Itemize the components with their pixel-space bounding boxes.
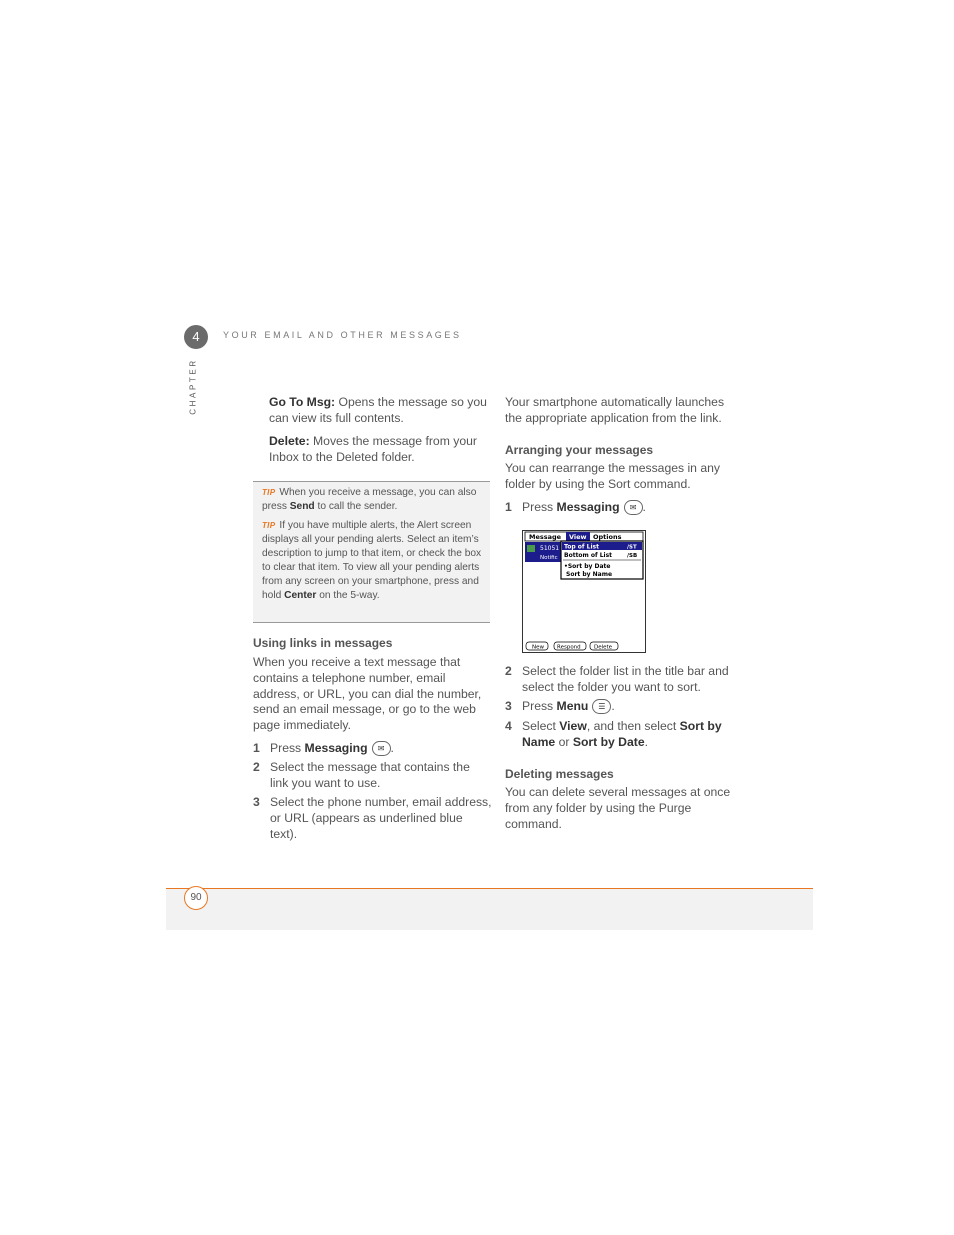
links-step-2: 2 Select the message that contains the link you want to use. (253, 760, 470, 790)
links-heading: Using links in messages (253, 636, 393, 650)
links-intro-paragraph: Your smartphone automatically launches the appropriate application from the link. (505, 395, 725, 425)
chapter-number-badge: 4 (184, 325, 208, 349)
row-number: 51051 (540, 545, 560, 552)
goto-msg-label: Go To Msg: (269, 395, 336, 409)
tip-2: TIP If you have multiple alerts, the Alert screen displays all your pending alerts. Select an item’s description to jump to that item, or check the box to clear that item. To view all your pending alerts from any screen on your smartphone, press and hold Center on the 5-way. (262, 520, 482, 601)
delete-label: Delete: (269, 434, 310, 448)
arranging-heading: Arranging your messages (505, 443, 654, 457)
messaging-key-icon: ✉ (624, 500, 643, 515)
chapter-vertical-label: CHAPTER (188, 358, 198, 415)
device-screenshot (522, 530, 646, 653)
messaging-key-icon: ✉ (372, 741, 391, 756)
arranging-step-3: 3 Press Menu ☰ . (505, 699, 615, 713)
row-text: Notific (540, 555, 558, 561)
links-step-3: 3 Select the phone number, email address, or URL (appears as underlined blue text). (253, 795, 492, 841)
arranging-paragraph: You can rearrange the messages in any folder by using the Sort command. (505, 461, 720, 491)
message-icon (527, 545, 535, 552)
menu-options: Options (593, 533, 622, 541)
shortcut-top: /ST (627, 544, 637, 551)
menu-view: View (569, 533, 587, 541)
links-step-1: 1 Press Messaging ✉ . (253, 741, 394, 755)
delete-description: Delete: Moves the message from your Inbox to the Deleted folder. (269, 434, 477, 464)
sort-menu-screenshot (523, 531, 645, 652)
chapter-title: YOUR EMAIL AND OTHER MESSAGES (223, 330, 462, 340)
tip-label: TIP (262, 488, 276, 497)
tip-box (253, 481, 490, 623)
page-number: 90 (184, 886, 208, 910)
links-paragraph: When you receive a text message that contains a telephone number, email address, or URL, you can dial the number, send an email message, or go to the web page immediately. (253, 655, 482, 733)
footer-bar (166, 888, 813, 930)
arranging-step-4: 4 Select View, and then select Sort by Name or Sort by Date. (505, 719, 722, 749)
shortcut-bottom: /SB (627, 553, 638, 559)
delete-button: Delete (594, 644, 613, 651)
respond-button: Respond (557, 644, 581, 651)
tip-label: TIP (262, 521, 276, 530)
arranging-step-1: 1 Press Messaging ✉ . (505, 500, 646, 514)
new-button: New (532, 644, 544, 651)
arranging-step-2: 2 Select the folder list in the title bar and select the folder you want to sort. (505, 664, 729, 694)
menu-item-sort-by-date: •Sort by Date (564, 563, 611, 570)
deleting-heading: Deleting messages (505, 767, 614, 781)
menu-key-icon: ☰ (592, 699, 611, 714)
menu-item-sort-by-name: Sort by Name (566, 571, 613, 578)
tip-1: TIP When you receive a message, you can also press Send to call the sender. (262, 487, 477, 512)
menu-item-bottom-of-list: Bottom of List (564, 552, 613, 559)
menu-item-top-of-list: Top of List (564, 543, 599, 551)
goto-msg-description: Go To Msg: Opens the message so you can view its full contents. (269, 395, 487, 425)
deleting-paragraph: You can delete several messages at once from any folder by using the Purge command. (505, 785, 731, 831)
menu-message: Message (529, 533, 562, 541)
